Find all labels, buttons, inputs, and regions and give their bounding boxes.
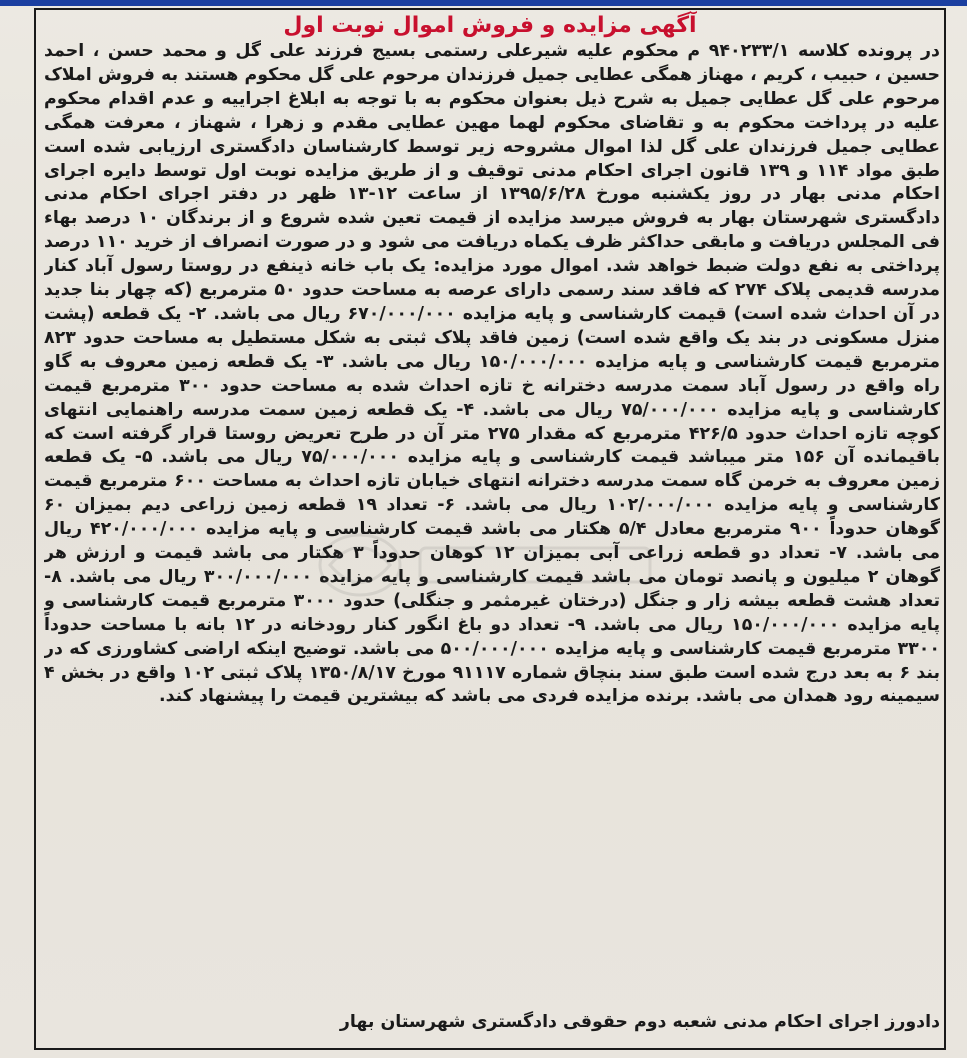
notice-title: آگهی مزایده و فروش اموال نوبت اول <box>283 13 697 38</box>
notice-body: در پرونده کلاسه ۹۴۰۲۳۳/۱ م محکوم علیه شیرعلی رستمی بسیج فرزند علی گل و محمد حسن ، احمد حسین ، حبیب ، کریم ، مهناز همگی عطایی جمیل فرزندان مرحوم علی گل محکوم هستند به فروش املاک مرحوم علی گل عطایی جمیل به شرح ذیل بعنوان محکوم به با توجه به ابلاغ اجراییه و عدم اقدام محکوم علیه در پرداخت محکوم به و تقاضای محکوم لهما مهین عطایی مقدم و زهرا ، شهناز ، معرفت همگی عطایی جمیل فرزندان علی گل لذا اموال مشروحه زیر توسط کارشناسان دادگستری ارزیابی شده است طبق مواد ۱۱۴ و ۱۳۹ قانون اجرای احکام مدنی توقیف و از طریق مزایده نوبت اول توسط دایره اجرای احکام مدنی بهار در روز یکشنبه مورخ ۱۳۹۵/۶/۲۸ از ساعت ۱۲-۱۳ ظهر در دفتر اجرای احکام مدنی دادگستری شهرستان بهار به فروش میرسد مزایده از قیمت تعین شده شروع و از برندگان ۱۰ درصد بهاء فی المجلس دریافت و مابقی حداکثر ظرف یکماه دریافت می شود و در صورت انصراف از خرید ۱۱۰ درصد پرداختی به نفع دولت ضبط خواهد شد. اموال مورد مزایده: یک باب خانه ذینفع در روستا رسول آباد کنار مدرسه قدیمی پلاک ۲۷۴ که فاقد سند رسمی دارای عرصه به مساحت حدود ۵۰ مترمربع (که چهار بنا جدید در آن احداث شده است) قیمت کارشناسی و پایه مزایده ۶۷۰/۰۰۰/۰۰۰ ریال می باشد. ۲- یک قطعه (پشت منزل مسکونی در بند یک واقع شده است) زمین فاقد پلاک ثبتی به شکل مستطیل به مساحت حدود ۸۲۳ مترمربع قیمت کارشناسی و پایه مزایده ۱۵۰/۰۰۰/۰۰۰ ریال می باشد. ۳- یک قطعه زمین معروف به گاو راه واقع در رسول آباد سمت مدرسه دخترانه خ تازه احداث شده به مساحت حدود ۳۰۰ مترمربع قیمت کارشناسی و پایه مزایده ۷۵/۰۰۰/۰۰۰ ریال می باشد. ۴- یک قطعه زمین سمت مدرسه راهنمایی انتهای کوچه تازه احداث حدود ۴۲۶/۵ مترمربع که مقدار ۲۷۵ متر آن در طرح تعریض روستا قرار گرفته است که باقیمانده آن ۱۵۶ متر میباشد قیمت کارشناسی و پایه مزایده ۷۵/۰۰۰/۰۰۰ ریال می باشد. ۵- یک قطعه زمین معروف به خرمن گاه سمت مدرسه دخترانه انتهای خیابان تازه احداث به مساحت ۶۰۰ مترمربع قیمت کارشناسی و پایه مزایده ۱۰۲/۰۰۰/۰۰۰ ریال می باشد. ۶- تعداد ۱۹ قطعه زمین زراعی دیم بمیزان ۶۰ گوهان حدوداً ۹۰۰ مترمربع معادل ۵/۴ هکتار می باشد قیمت کارشناسی و پایه مزایده ۴۲۰/۰۰۰/۰۰۰ ریال می باشد. ۷- تعداد دو قطعه زراعی آبی بمیزان ۱۲ کوهان حدوداً ۳ هکتار می باشد قیمت و ارزش هر گوهان ۲ میلیون و پانصد تومان می باشد قیمت کارشناسی و پایه مزایده ۳۰۰/۰۰۰/۰۰۰ ریال می باشد. ۸- تعداد هشت قطعه بیشه زار و جنگل (درختان غیرمثمر و جنگلی) حدود ۳۰۰۰ مترمربع قیمت کارشناسی و پایه مزایده ۱۵۰/۰۰۰/۰۰۰ ریال می باشد. ۹- تعداد دو باغ انگور کنار رودخانه در ۱۲ بانه با مساحت حدوداً ۳۳۰۰ مترمربع قیمت کارشناسی و پایه مزایده ۵۰۰/۰۰۰/۰۰۰ می باشد. توضیح اینکه اراضی کشاورزی که در بند ۶ به بعد درج شده است طبق سند بنچاق شماره ۹۱۱۱۷ مورخ ۱۳۵۰/۸/۱۷ پلاک ثبتی ۱۰۲ واقع در بخش ۴ سیمینه رود همدان می باشد. برنده مزایده فردی می باشد که بیشترین قیمت را پیشنهاد کند. <box>44 41 940 707</box>
top-accent-rule <box>0 0 967 6</box>
notice-signature: دادورز اجرای احکام مدنی شعبه دوم حقوقی دادگستری شهرستان بهار <box>339 1012 940 1032</box>
